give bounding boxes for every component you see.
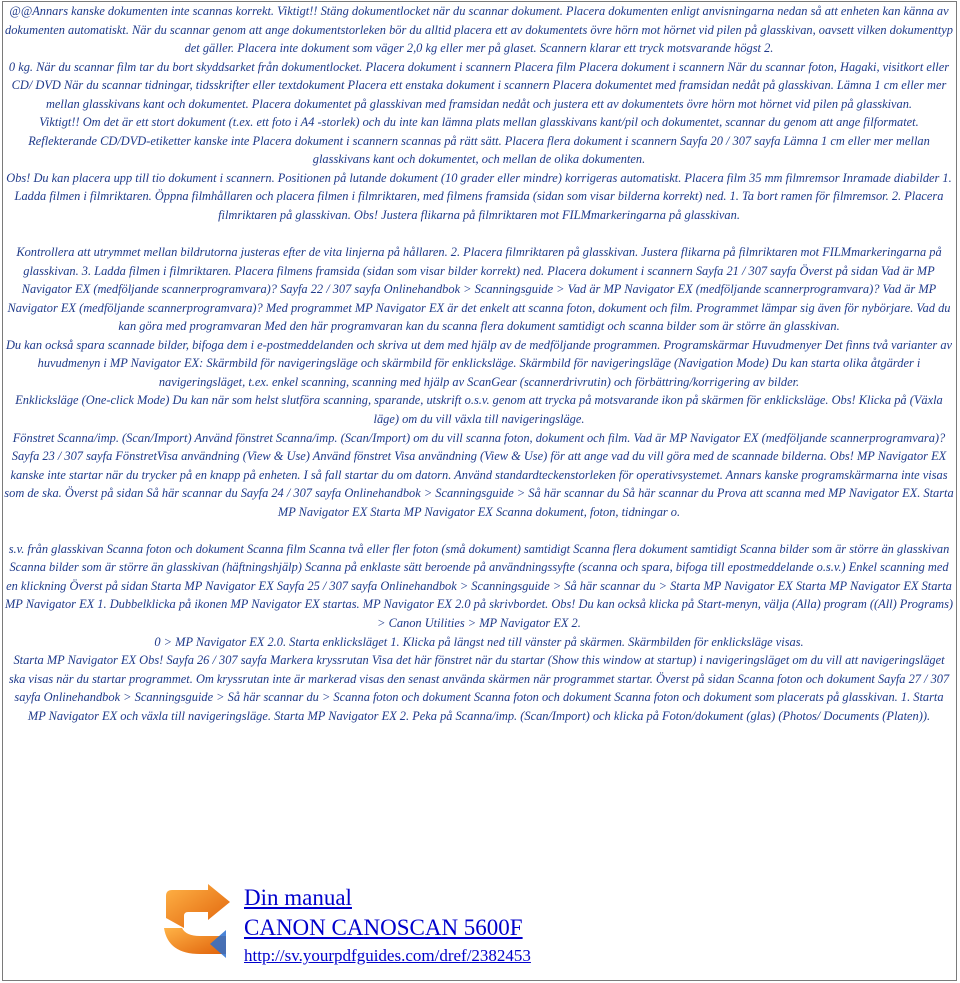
paragraph-spacer [4, 225, 954, 244]
manual-title-link[interactable]: Din manual [244, 885, 352, 910]
orange-arrow-logo-icon [160, 884, 234, 958]
paragraph: Enklicksläge (One-click Mode) Du kan när som helst slutföra scanning, sparande, utskrift o.s.v. genom att trycka på motsvarande ikon på skärmen för enklicksläge. Obs! Klicka på (Växla läge) om du vill växla till navigeringsläge. [15, 393, 943, 426]
paragraph: Starta MP Navigator EX Obs! Sayfa 26 / 307 sayfa Markera kryssrutan Visa det här fönstret när du startar (Show this window at startup) i navigeringsläget om du vill att navigeringsläget ska visas när du startar programmet. Om kryssrutan inte är markerad visas den senast använda skärmen när programmet startar. Överst på sidan Scanna foton och dokument Sayfa 27 / 307 sayfa Onlinehandbok > Scanningsguide > Så här scannar du > Scanna foton och dokument Scanna foton och dokument Scanna foton och dokument som placerats på glasskivan. 1. Starta MP Navigator EX och växla till navigeringsläge. Starta MP Navigator EX 2. Peka på Scanna/imp. (Scan/Import) och klicka på Foton/dokument (glas) (Photos/ Documents (Platen)). [8, 653, 950, 723]
manual-footer [160, 884, 620, 974]
paragraph: Viktigt!! Om det är ett stort dokument (t.ex. ett foto i A4 -storlek) och du inte kan lämna plats mellan glasskivans kant/pil och dokumentet, scannar du genom att ange filformatet. Reflekterande CD/DVD-etiketter kanske inte Placera dokument i scannern scannas på rätt sätt. Placera flera dokument i scannern Sayfa 20 / 307 sayfa Lämna 1 cm eller mer mellan glasskivans kant och dokumentet, och mellan de olika dokumenten. [28, 115, 930, 167]
paragraph: @@Annars kanske dokumenten inte scannas korrekt. Viktigt!! Stäng dokumentlocket när du scannar dokument. Placera dokumenten enligt anvisningarna nedan så att enheten kan känna av dokumenten automatiskt. När du scannar genom att ange dokumentstorleken bör du alltid placera ett av dokumentets övre hörn mot hörnet vid pilen på glasskivan, oavsett vilken dokumenttyp det gäller. Placera inte dokument som väger 2,0 kg eller mer på glaset. Scannern klarar ett tryck motsvarande högst 2. [5, 4, 953, 56]
url-link[interactable]: http://sv.yourpdfguides.com/dref/2382453 [244, 946, 531, 965]
paragraph: 0 kg. När du scannar film tar du bort skyddsarket från dokumentlocket. Placera dokument i scannern Placera film Placera dokument i scannern När du scannar foton, Hagaki, visitkort eller CD/ DVD När du scannar tidningar, tidsskrifter eller textdokument Placera ett enstaka dokument i scannern Placera dokumentet med framsidan nedåt på glasskivan. Lämna 1 cm eller mer mellan glasskivans kant och dokumentet. Placera dokumentet på glasskivan med framsidan nedåt och justera ett av dokumentets övre hörn mot hörnet vid pilen på glasskivan. [8, 59, 950, 111]
footer-links [244, 884, 531, 968]
paragraph: s.v. från glasskivan Scanna foton och dokument Scanna film Scanna två eller fler foton (små dokument) samtidigt Scanna flera dokument samtidigt Scanna bilder som är större än glasskivan Scanna bilder som är större än glasskivan (häftningshjälp) Scanna på enklaste sätt beroende på användningssyfte (scanna och spara, bifoga till epostmeddelande o.s.v.) Enkel scanning med en klickning Överst på sidan Starta MP Navigator EX Sayfa 25 / 307 sayfa Onlinehandbok > Scanningsguide > Så här scannar du > Starta MP Navigator EX Starta MP Navigator EX Starta MP Navigator EX 1. Dubbelklicka på ikonen MP Navigator EX startas. MP Navigator EX 2.0 på skrivbordet. Obs! Du kan också klicka på Start-menyn, välja (Alla) program ((All) Programs) > Canon Utilities > MP Navigator EX 2. [4, 541, 954, 630]
paragraph: Du kan också spara scannade bilder, bifoga dem i e-postmeddelanden och skriva ut dem med hjälp av de medföljande programmen. Programskärmar Huvudmenyer Det finns två varianter av huvudmenyn i MP Navigator EX: Skärmbild för navigeringsläge och skärmbild för enklicksläge. Skärmbild för navigeringsläge (Navigation Mode) Du kan starta olika åtgärder i navigeringsläget, t.ex. enkel scanning, scanning med hjälp av ScanGear (scannerdrivrutin) och förbättring/korrigering av bilder. [5, 337, 953, 389]
paragraph: Fönstret Scanna/imp. (Scan/Import) Använd fönstret Scanna/imp. (Scan/Import) om du vill scanna foton, dokument och film. Vad är MP Navigator EX (medföljande scannerprogramvara)? Sayfa 23 / 307 sayfa FönstretVisa användning (View & Use) Använd fönstret Visa användning (View & Use) för att ange vad du vill göra med de scannade bilderna. Obs! MP Navigator EX kanske inte startar när du trycker på en knapp på enheten. I så fall startar du om datorn. Använd standardteckenstorleken för operativsystemet. Annars kanske programskärmarna inte visas som de ska. Överst på sidan Så här scannar du Sayfa 24 / 307 sayfa Onlinehandbok > Scanningsguide > Så här scannar du Så här scannar du Prova att scanna med MP Navigator EX. Starta MP Navigator EX Starta MP Navigator EX Scanna dokument, foton, tidningar o. [4, 430, 954, 519]
document-body [4, 2, 954, 725]
paragraph: Kontrollera att utrymmet mellan bildrutorna justeras efter de vita linjerna på hållaren. 2. Placera filmriktaren på glasskivan. Justera flikarna på filmriktaren mot FILMmarkeringarna på glasskivan. 3. Ladda filmen i filmriktaren. Placera filmens framsida (sidan som visar bilder korrekt) ned. Placera dokument i scannern Sayfa 21 / 307 sayfa Överst på sidan Vad är MP Navigator EX (medföljande scannerprogramvara)? Sayfa 22 / 307 sayfa Onlinehandbok > Scanningsguide > Vad är MP Navigator EX (medföljande scannerprogramvara)? Vad är MP Navigator EX (medföljande scannerprogramvara)? Med programmet MP Navigator EX är det enkelt att scanna foton, dokument och film. Programmet lämpar sig även för nybörjare. Vad du kan göra med programvaran Med den här programvaran kan du scanna flera dokument samtidigt och scanna bilder som är större än glasskivan. [7, 245, 951, 334]
paragraph: 0 > MP Navigator EX 2.0. Starta enklicksläget 1. Klicka på längst ned till vänster på skärmen. Skärmbilden för enklicksläge visas. [154, 634, 804, 649]
paragraph-spacer [4, 521, 954, 540]
paragraph: Obs! Du kan placera upp till tio dokument i scannern. Positionen på lutande dokument (10 grader eller mindre) korrigeras automatiskt. Placera film 35 mm filmremsor Inramade diabilder 1. Ladda filmen i filmriktaren. Öppna filmhållaren och placera filmen i filmriktaren, med filmens framsida (sidan som visar bilderna korrekt) ned. 1. Ta bort ramen för filmremsor. 2. Placera filmriktaren på glasskivan. Obs! Justera flikarna på filmriktaren mot FILMmarkeringarna på glasskivan. [6, 170, 952, 223]
product-link[interactable]: CANON CANOSCAN 5600F [244, 915, 523, 940]
